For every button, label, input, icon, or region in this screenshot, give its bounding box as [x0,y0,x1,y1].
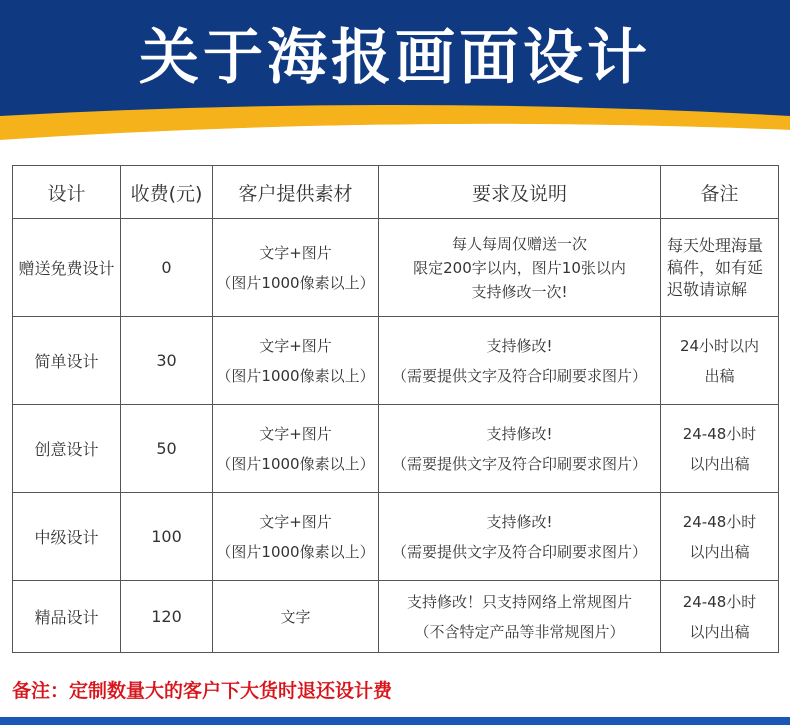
row-remarks [661,317,779,405]
row-name: 赠送免费设计 [13,219,121,317]
materials-line: 文字 [280,607,311,626]
requirements-line: （需要提供文字及符合印刷要求图片） [391,542,647,561]
row-name: 简单设计 [13,317,121,405]
remarks-line: 出稿 [704,366,735,385]
requirements-line: 支持修改! [486,336,553,355]
table-row [13,493,779,581]
header-banner [0,0,790,116]
header-requirements: 要求及说明 [379,166,661,219]
row-name: 精品设计 [13,581,121,653]
remarks-line: 迟敬请谅解 [667,279,748,299]
row-remarks [661,493,779,581]
requirements-line: 支持修改! [486,512,553,531]
pricing-table [12,165,779,653]
row-requirements [379,493,661,581]
header-materials: 客户提供素材 [213,166,379,219]
materials-line: （图片1000像素以上） [216,454,375,473]
requirements-line: 支持修改! [486,424,553,443]
remarks-line: 24-48小时 [682,592,757,611]
table-row [13,581,779,653]
materials-line: 文字+图片 [259,243,332,262]
remarks-line: 24-48小时 [682,424,757,443]
remarks-line: 每天处理海量 [667,235,764,255]
requirements-line: （需要提供文字及符合印刷要求图片） [391,454,647,473]
row-remarks [661,219,779,317]
table-header-row [13,166,779,219]
row-remarks [661,581,779,653]
row-materials [213,219,379,317]
materials-line: 文字+图片 [259,336,332,355]
table-row [13,317,779,405]
remarks-line: 稿件，如有延 [667,257,764,277]
row-materials [213,493,379,581]
decorative-stripe [0,100,790,160]
row-price: 120 [121,581,213,653]
remarks-line: 以内出稿 [689,454,750,473]
bottom-bar [0,717,790,725]
remarks-line: 24-48小时 [682,512,757,531]
row-materials [213,581,379,653]
row-remarks [661,405,779,493]
header-price: 收费(元) [121,166,213,219]
row-materials [213,317,379,405]
header-design: 设计 [13,166,121,219]
remarks-line: 以内出稿 [689,542,750,561]
requirements-line: （不含特定产品等非常规图片） [414,622,625,641]
requirements-line: 每人每周仅赠送一次 [451,234,587,253]
row-price: 30 [121,317,213,405]
requirements-line: 支持修改一次! [471,282,568,301]
materials-line: 文字+图片 [259,512,332,531]
materials-line: （图片1000像素以上） [216,273,375,292]
page-title: 关于海报画面设计 [139,23,651,93]
row-price: 100 [121,493,213,581]
footnote: 备注：定制数量大的客户下大货时退还设计费 [12,680,393,702]
header-remarks: 备注 [661,166,779,219]
remarks-line: 以内出稿 [689,622,750,641]
requirements-line: （需要提供文字及符合印刷要求图片） [391,366,647,385]
requirements-line: 限定200字以内，图片10张以内 [413,258,626,277]
materials-line: （图片1000像素以上） [216,366,375,385]
materials-line: 文字+图片 [259,424,332,443]
row-requirements [379,405,661,493]
row-price: 50 [121,405,213,493]
table-row [13,219,779,317]
row-requirements [379,219,661,317]
row-requirements [379,581,661,653]
table-row [13,405,779,493]
requirements-line: 支持修改！只支持网络上常规图片 [406,592,632,611]
row-name: 创意设计 [13,405,121,493]
materials-line: （图片1000像素以上） [216,542,375,561]
remarks-line: 24小时以内 [679,336,760,355]
row-requirements [379,317,661,405]
row-price: 0 [121,219,213,317]
row-materials [213,405,379,493]
row-name: 中级设计 [13,493,121,581]
